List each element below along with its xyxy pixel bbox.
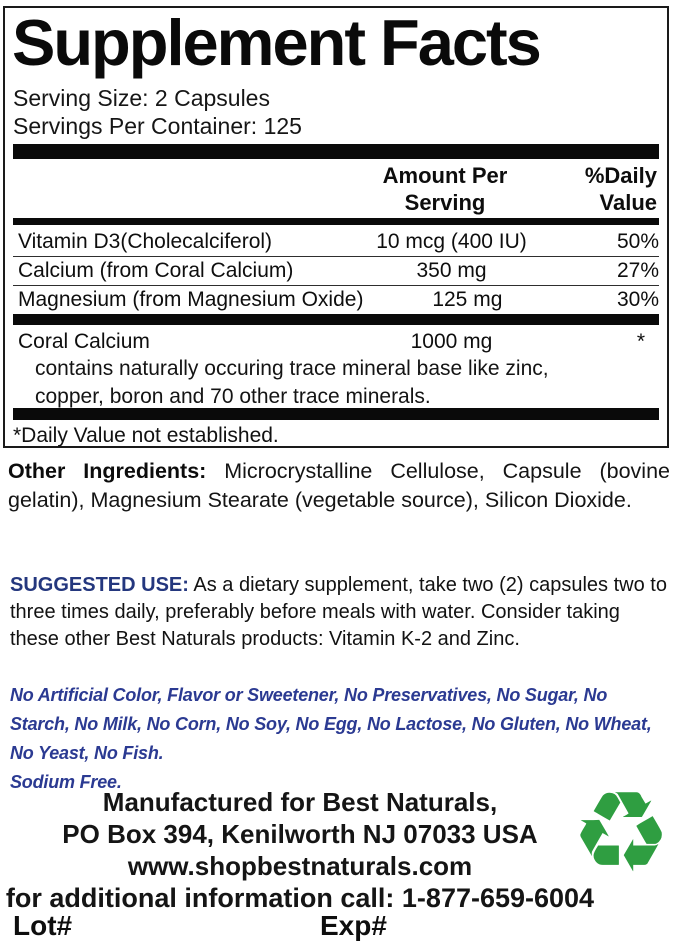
table-row (13, 286, 659, 314)
nutrient-daily-value: 50% (616, 230, 659, 253)
panel-title: Supplement Facts (12, 6, 540, 79)
servings-per-container: Servings Per Container: 125 (13, 113, 302, 139)
nutrient-name: Calcium (from Coral Calcium) (18, 259, 294, 282)
table-row-blend (13, 329, 659, 355)
manufacturer-phone-line: for additional information call: 1-877-659-6004 (5, 883, 595, 913)
blend-description-line1: contains naturally occuring trace mineral base like zinc, (35, 357, 549, 380)
sodium-free-text: Sodium Free. (10, 772, 122, 793)
daily-value-footnote: *Daily Value not established. (13, 424, 279, 447)
serving-size: Serving Size: 2 Capsules (13, 85, 270, 111)
column-header-amount-line2: Serving (404, 189, 486, 215)
divider-bar-thick-bottom (13, 408, 659, 420)
other-ingredients-label: Other Ingredients: (8, 459, 207, 483)
supplement-facts-panel (3, 6, 669, 448)
table-row (13, 228, 659, 257)
nutrient-name: Vitamin D3(Cholecalciferol) (18, 230, 273, 253)
nutrient-daily-value: 30% (616, 288, 659, 311)
nutrient-amount: 125 mg (432, 288, 503, 311)
manufacturer-line2: PO Box 394, Kenilworth NJ 07033 USA (62, 819, 538, 849)
free-of-claims-text: No Artificial Color, Flavor or Sweetener, No Preservatives, No Sugar, No Starch, No Milk, No Corn, No Soy, No Egg, No Lactose, No Gluten, No Wheat, No Yeast, No Fish. (10, 685, 652, 764)
blend-amount: 1000 mg (410, 330, 493, 353)
nutrient-name: Magnesium (from Magnesium Oxide) (18, 288, 364, 311)
exp-number-label: Exp# (320, 910, 387, 941)
table-row (13, 257, 659, 286)
blend-name: Coral Calcium (18, 330, 150, 353)
manufacturer-block (0, 786, 600, 915)
manufacturer-website: www.shopbestnaturals.com (127, 851, 473, 881)
column-header-dv-line2: Value (599, 189, 657, 215)
lot-number-label: Lot# (13, 910, 73, 941)
nutrient-rows (13, 228, 659, 314)
column-header-daily-value (507, 163, 657, 217)
other-ingredients-text: Microcrystalline Cellulose, Capsule (bovine gelatin), Magnesium Stearate (vegetable source), Silicon Dioxide. (8, 459, 670, 512)
suggested-use-paragraph (10, 572, 670, 653)
blend-daily-value: * (636, 330, 645, 353)
nutrient-amount: 350 mg (416, 259, 487, 282)
divider-bar-thick-middle (13, 314, 659, 325)
recycle-icon: ♻ (570, 768, 672, 898)
divider-bar-thick-top (13, 144, 659, 159)
suggested-use-label: SUGGESTED USE: (10, 574, 189, 596)
divider-bar-medium (13, 218, 659, 225)
manufacturer-line1: Manufactured for Best Naturals, (102, 787, 498, 817)
nutrient-amount: 10 mcg (400 IU) (376, 230, 527, 253)
suggested-use-text: As a dietary supplement, take two (2) capsules two to three times daily, preferably before meals with water. Consider taking these other Best Naturals products: Vitamin K-2 and Zinc. (10, 574, 667, 650)
other-ingredients-paragraph (8, 457, 670, 514)
column-header-amount-line1: Amount Per (382, 163, 508, 188)
nutrient-daily-value: 27% (616, 259, 659, 282)
column-header-dv-line1: %Daily (584, 163, 657, 188)
blend-description-line2: copper, boron and 70 other trace minerals. (35, 385, 431, 408)
